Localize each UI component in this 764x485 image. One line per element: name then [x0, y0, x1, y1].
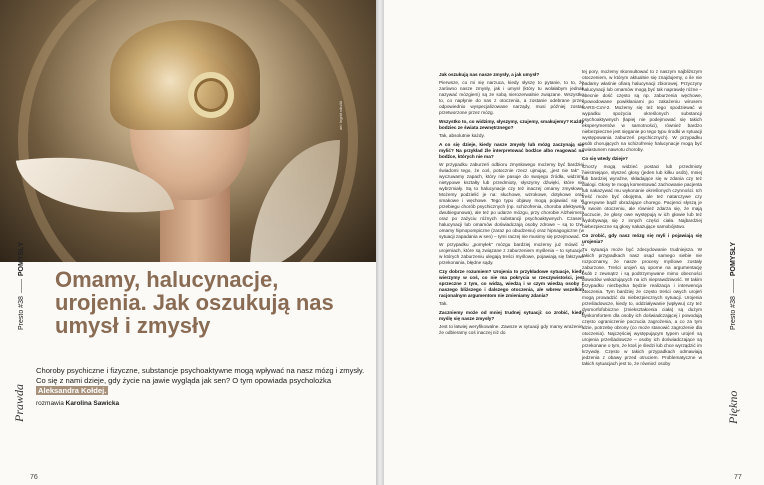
article-lead	[36, 366, 366, 396]
byline-prefix: rozmawia	[36, 400, 64, 407]
interview-answer: Tu sytuacja może być zdecydowanie trudniejsza. W takich przypadkach nasz osąd samego siebie nie rozpoznamy, że nasze procesy myślowe zostały zaburzone. Treści urojeń są oporne na argumentację osób z zewnątrz i są podtrzymywane mimo obecności dowodów wskazujących na ich nieprawdziwość. W takim przypadku niezbędna będzie realizacja i interwencja otoczenia. Tym bardziej że często treści owych urojeń mogą prowadzić do niebezpiecznych sytuacji. Urojenia prześladowcze, kiedy to, oddziaływanie (wpływu) czy też dysmorfofobiczne (zniekształcenia ciała) są dużym dyskomfortem dla osoby ich doświadczającej i powodują często ograniczenie poczucia zagrożenia, a co za tym idzie, potrzebę obrony (co może stanowić zagrożenie dla otoczenia). Najczęściej występującym typem urojeń są urojenia prześladowcze – osoby ich doświadczające są przekonane o tym, że ktoś je śledzi lub chce wyrządzić im krzywdę. Często w takich przypadkach odmawiają jedzenia z obawy przed otruciem. Problematyczne w takich sytuacjach jest to, że również osoby	[582, 247, 702, 366]
section-name: Piękno	[726, 390, 740, 424]
section-name: Prawda	[12, 383, 26, 422]
interview-answer: Jest to łatwiej weryfikowalne. Zawsze w sytuacji gdy mamy wrażenie, że odbieramy coś inaczej niż do	[439, 324, 584, 335]
section-label: POMYSŁY	[18, 241, 25, 277]
byline	[36, 400, 119, 407]
hero-illustration	[0, 0, 376, 262]
interview-answer: W przypadku zaburzeń odbioru zmysłowego możemy być bardziej świadomi tego, że coś, potocznie rzecz ujmując, „jest nie tak” – wyczuwamy zapach, który nie pasuje do swojego źródła, widzimy nietypowe kształty lub przedmioty, słyszymy dźwięki, które nie wybrzmiały. Są to halucynacje czy też inaczej omamy zmysłowe. Możemy podzielić je na: słuchowe, wzrokowe, dotykowe oraz smakowe i węchowe. Tego typu objawy mogą pojawiać się w przebiegu chorób psychicznych (np. schizofrenia, choroba afektywna dwubiegunowa), ale też po udarze mózgu, przy chorobie Alzheimera oraz po zażyciu różnych substancji psychoaktywnych. Czasem halucynacji lub omamów doświadczają osoby zdrowe – są to tzw. omamy hipnopompiczne (zaraz po obudzeniu) oraz hipnagogiczne (w sytuacji zapadania w sen) – tymi raczej nie musimy się przejmować.	[439, 162, 584, 239]
page-number-right: 77	[734, 474, 742, 481]
byline-author: Karolina Sawicka	[65, 400, 120, 407]
interview-question: Co zrobić, gdy nasz mózg się myli i pojawiają się urojenia?	[582, 233, 702, 244]
interview-question: Zaczniemy może od mniej trudnej sytuacji: co zrobić, kiedy myślę się nasze zmysły?	[439, 310, 584, 321]
interview-question: Czy dobrze rozumiem? Urojenia to przykładowe sytuacje, kiedy wierzymy w coś, co nie ma pokrycia w rzeczywistości, jest sprzeczne z tym, co widzą, wiedzą i w czym wiedzą osoby z naszego bliższego i dalszego otoczenia, ale wbrew wszelkim racjonalnym argumentom nie zmieniamy zdania?	[439, 269, 584, 298]
right-page	[384, 0, 764, 485]
article-column-2	[582, 69, 702, 369]
interview-question: Wszystko to, co widzimy, słyszymy, czujemy, smakujemy? Każdy bodziec ze świata zewnętrznego?	[439, 119, 584, 130]
left-page	[0, 0, 376, 485]
article-title: Omamy, halucynacje, urojenia. Jak oszukują nas umysł i zmysły	[55, 267, 334, 338]
interview-question: Co się wtedy dzieje?	[582, 156, 628, 161]
section-label: POMYSŁY	[730, 241, 737, 277]
issue-label: Presto #38	[18, 296, 25, 330]
interview-answer: tej pory, możemy skonsultować to z naszym najbliższym otoczeniem, w którym aktualnie się znajdujemy, o ile nie padamy właśnie ofiarą halucynacji zbiorowej. Przyczyny halucynacji lub omamów mogą być tak naprawdę różne – obecnie dość często są np. zaburzenia węchowe, spowodowane powikłaniami po zakażeniu wirusem SARS-CoV-2. Możemy się też tego spodziewać w wypadku spożycia określonych substancji psychoaktywnych (łapiej nie podejmować się takich eksperymentów w samotności), również bardzo niebezpieczne jest sięganie po tego typu środki w sytuacji występowania zaburzeń psychicznych). W przypadku osób chorujących na schizofrenię halucynacje mogą być zwiastunem nawrotu choroby.	[582, 69, 702, 152]
photo-credit: art: Ingrid vdn/AI	[338, 100, 343, 130]
interview-answer: Tak.	[439, 301, 448, 306]
interview-question: A co się dzieje, kiedy nasze zmysły lub mózg zaczynają się mylić? Na przykład źle interpretować bodźce albo reagować na bodźce, których nie ma?	[439, 142, 584, 159]
spine-gutter	[376, 0, 384, 485]
interview-answer: W przypadku „pomyłek” mózgu bardziej możemy już mówić o urojeniach, które są związane z zaburzeniem myślenia – to sytuacje, w których zaburzeniu ulegają treści myślowe, pojawiają się fałszywe przekonania, błędne sądy.	[439, 242, 584, 265]
article-column-1	[439, 69, 584, 338]
right-side-label	[730, 242, 737, 330]
interview-answer: Chorzy mogą widzieć postaci lub przedmioty nieistniejące, słyszeć głosy (jeden lub kilku osób), mniej lub bardziej wyraźne, składające się w zdania czy też dialogi. Głosy te mogą komentować zachowanie pacjenta lub nakazywać mu wykonanie określonych czynności. Ich treść może być obojętna, ale też natarczywe czy agresywne bądź obrażające chorego. Pacjenci słyszą je w swoim otoczeniu, ale również zdarza się, że mają poczucie, że głosy owe występują w ich głowie lub też wydobywają się z innych części ciała. Najbardziej niebezpieczne są głosy nakazujące samobójstwo.	[582, 164, 702, 229]
interviewee-name: Aleksandra Kołdej.	[38, 386, 107, 395]
page-number-left: 76	[30, 474, 38, 481]
lead-text: Choroby psychiczne i fizyczne, substancje psychoaktywne mogą wpływać na nasz mózg i zmysły. Co się z nami dzieje, gdy życie na jawie wygląda jak sen? O tym opowiada psycholożka	[36, 366, 365, 385]
interview-answer: Pierwsze, co mi się narzuca, kiedy słyszę to pytanie, to to, że zarówno nasze zmysły, jak i umysł (który tu wolałabym jednak nazywać mózgiem) są ze sobą nierozerwalnie związane. Wszystko to, co napłynie do nas z otoczenia, a zostanie odebrane przez odpowiednio wyspecjalizowane narządy, musi później zostać przetworzone przez mózg.	[439, 80, 584, 115]
left-side-label	[18, 242, 25, 330]
interview-question: Jak oszukują nas nasze zmysły, a jak umysł?	[439, 72, 540, 77]
issue-label: Presto #38	[730, 296, 737, 330]
interview-answer: Tak, absolutnie każdy.	[439, 133, 485, 138]
